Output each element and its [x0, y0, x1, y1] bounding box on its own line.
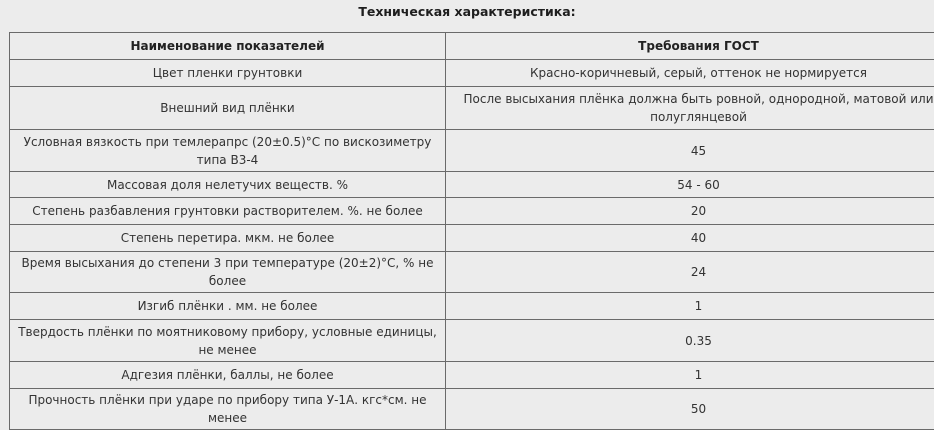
indicator-name-cell: Изгиб плёнки . мм. не более	[10, 293, 446, 320]
table-row	[10, 252, 934, 293]
requirement-cell: 20	[446, 198, 934, 225]
table-row	[10, 198, 934, 225]
requirement-cell: 40	[446, 225, 934, 252]
indicator-name-cell: Твердость плёнки по моятниковому прибору, условные единицы, не менее	[10, 320, 446, 362]
table-row	[10, 320, 934, 362]
indicator-name-cell: Внешний вид плёнки	[10, 87, 446, 130]
indicator-name-cell: Массовая доля нелетучих веществ. %	[10, 172, 446, 198]
requirement-cell: Красно-коричневый, серый, оттенок не нормируется	[446, 60, 934, 87]
spec-table	[9, 32, 934, 430]
table-row	[10, 87, 934, 130]
header-indicator-name: Наименование показателей	[10, 33, 446, 60]
requirement-cell: 54 - 60	[446, 172, 934, 198]
requirement-cell: 24	[446, 252, 934, 293]
requirement-cell: 50	[446, 389, 934, 430]
requirement-cell: 0.35	[446, 320, 934, 362]
table-title: Техническая характеристика:	[0, 2, 934, 22]
table-row	[10, 172, 934, 198]
table-row	[10, 225, 934, 252]
indicator-name-cell: Адгезия плёнки, баллы, не более	[10, 362, 446, 389]
indicator-name-cell: Время высыхания до степени 3 при температуре (20±2)°С, % не более	[10, 252, 446, 293]
table-row	[10, 293, 934, 320]
indicator-name-cell: Степень разбавления грунтовки растворителем. %. не более	[10, 198, 446, 225]
table-row	[10, 362, 934, 389]
requirement-cell: 1	[446, 293, 934, 320]
table-row	[10, 60, 934, 87]
table-row	[10, 130, 934, 172]
requirement-cell: После высыхания плёнка должна быть ровной, однородной, матовой или полуглянцевой	[446, 87, 934, 130]
indicator-name-cell: Степень перетира. мкм. не более	[10, 225, 446, 252]
table-row	[10, 389, 934, 430]
indicator-name-cell: Цвет пленки грунтовки	[10, 60, 446, 87]
header-gost-requirements: Требования ГОСТ	[446, 33, 934, 60]
table-header-row	[10, 33, 934, 60]
requirement-cell: 45	[446, 130, 934, 172]
indicator-name-cell: Условная вязкость при темлерапрс (20±0.5)°С по вискозиметру типа В3-4	[10, 130, 446, 172]
indicator-name-cell: Прочность плёнки при ударе по прибору типа У-1А. кгс*см. не менее	[10, 389, 446, 430]
requirement-cell: 1	[446, 362, 934, 389]
